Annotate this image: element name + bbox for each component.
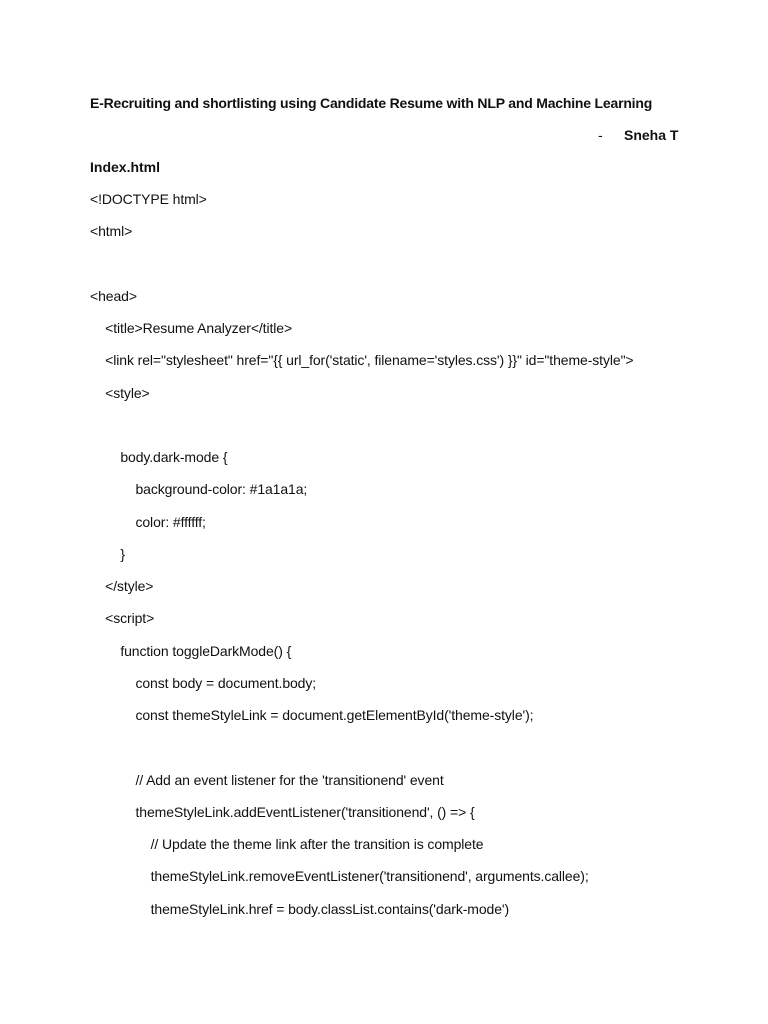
- code-line: color: #ffffff;: [90, 513, 206, 530]
- code-line: [90, 415, 730, 447]
- code-line: themeStyleLink.href = body.classList.contains('dark-mode'): [90, 900, 510, 917]
- code-line: body.dark-mode {: [90, 449, 228, 465]
- code-line: <link rel="stylesheet" href="{{ url_for('static', filename='styles.css') }}" id="theme-style">: [90, 352, 634, 369]
- code-line: themeStyleLink.removeEventListener('transitionend', arguments.callee);: [90, 868, 589, 885]
- file-heading: Index.html: [90, 159, 161, 175]
- code-line: const themeStyleLink = document.getElementById('theme-style');: [90, 707, 534, 723]
- code-line: <title>Resume Analyzer</title>: [90, 320, 293, 336]
- code-line: <head>: [90, 287, 137, 304]
- code-line: <html>: [90, 223, 133, 240]
- code-line: </style>: [90, 578, 154, 594]
- code-line: function toggleDarkMode() {: [90, 642, 292, 659]
- code-line: // Update the theme link after the transition is complete: [90, 836, 484, 852]
- code-line: }: [90, 545, 125, 562]
- author-line: [598, 125, 678, 145]
- code-line: themeStyleLink.addEventListener('transitionend', () => {: [90, 803, 475, 820]
- code-block: [90, 189, 730, 931]
- author-dash: -: [598, 127, 603, 143]
- code-line: [90, 737, 730, 769]
- code-line: <style>: [90, 384, 150, 401]
- code-line: <!DOCTYPE html>: [90, 191, 207, 207]
- code-line: <script>: [90, 610, 155, 627]
- code-line: background-color: #1a1a1a;: [90, 481, 308, 498]
- code-line: [90, 254, 730, 286]
- author-name: Sneha T: [624, 127, 679, 143]
- code-line: const body = document.body;: [90, 674, 317, 691]
- document-title: E-Recruiting and shortlisting using Candidate Resume with NLP and Machine Learning: [90, 95, 653, 111]
- code-line: // Add an event listener for the 'transitionend' event: [90, 771, 444, 788]
